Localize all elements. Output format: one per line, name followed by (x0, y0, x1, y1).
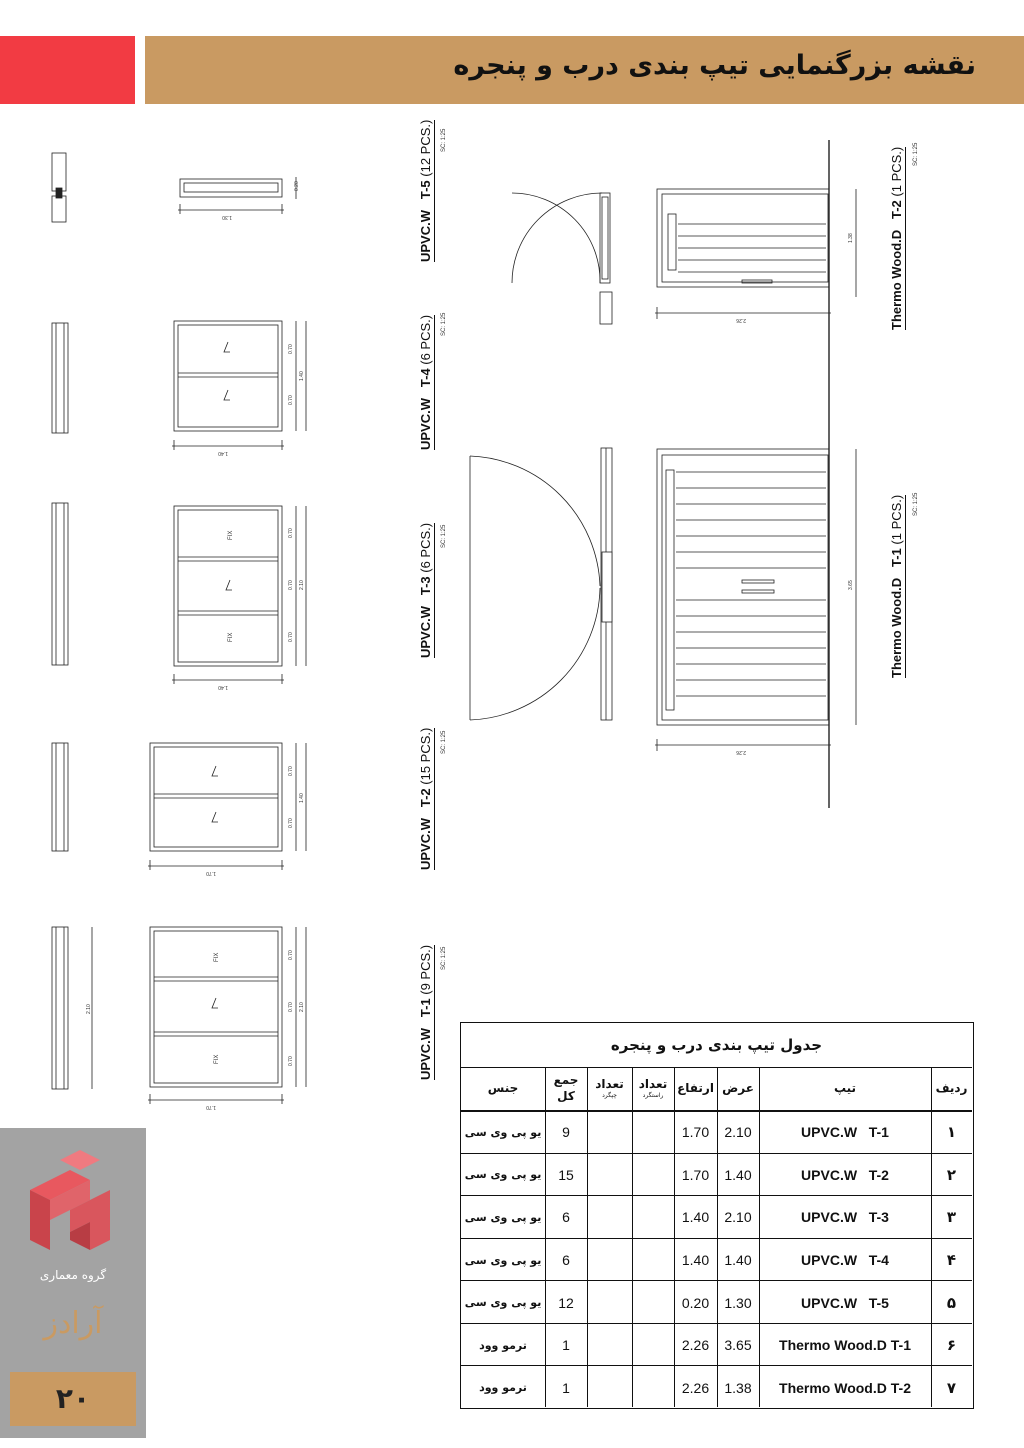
t3-fix-label-top: FIX (228, 530, 234, 540)
t5-width-dim: 1.30 (222, 214, 232, 220)
scale-thermowood-t2: SC: 1:25 (913, 142, 919, 166)
cell-material: ترمو وود (479, 1338, 527, 1352)
cell-row-number: ۳ (946, 1208, 957, 1227)
page-title: نقشه بزرگنمایی تیپ بندی درب و پنجره (453, 50, 976, 81)
t1-pane-dim-2: 0.70 (288, 1002, 294, 1012)
cell-height: 2.26 (681, 1337, 710, 1354)
page-number-box (10, 1372, 136, 1426)
label-thermowood-t1: Thermo Wood.D T-1 (1 PCS.) (889, 494, 904, 678)
t3-width-dim: 1.40 (218, 684, 228, 690)
label-thermowood-t2: Thermo Wood.D T-2 (1 PCS.) (889, 146, 904, 330)
label-upvc-t1: UPVC.W T-1 (9 PCS.) (418, 944, 433, 1080)
tw-t2-width-dim: 2.26 (736, 317, 746, 323)
t2-pane-dim-1: 0.70 (288, 766, 294, 776)
t5-elevation-drawing (178, 177, 296, 214)
cell-material: یو پی وی سی (464, 1168, 542, 1182)
brand-wordmark: آرادز (43, 1306, 103, 1341)
cell-type: Thermo Wood.D T-1 (779, 1337, 911, 1354)
header-count-left: تعداد چپگرد (595, 1076, 624, 1100)
cell-width: 2.10 (724, 1209, 752, 1226)
t1-elevation-drawing (148, 927, 306, 1104)
cell-total: 6 (562, 1252, 570, 1269)
tw-t1-elevation-drawing (655, 449, 856, 751)
label-upvc-t4: UPVC.W T-4 (6 PCS.) (418, 314, 433, 450)
tw-t1-height-dim: 3.65 (848, 580, 854, 590)
cell-count-left (587, 1239, 632, 1282)
cell-material: ترمو وود (479, 1381, 527, 1395)
t1-fix-label-top: FIX (214, 952, 220, 962)
cell-count-right (632, 1154, 674, 1197)
cell-type: Thermo Wood.D T-2 (779, 1379, 911, 1396)
cell-type: UPVC.W T-2 (801, 1166, 889, 1183)
cell-row-number: ۵ (946, 1293, 957, 1312)
t3-elevation-drawing (172, 506, 306, 684)
t2-elevation-drawing (148, 743, 306, 870)
t4-pane-dim-1: 0.70 (288, 344, 294, 354)
t1-pane-dim-3: 0.70 (288, 1056, 294, 1066)
cell-material: یو پی وی سی (464, 1125, 542, 1139)
t2-height-dim: 1.40 (299, 793, 305, 803)
tw-t1-plan-drawing (470, 448, 612, 720)
t2-pane-dim-2: 0.70 (288, 818, 294, 828)
t3-fix-label-bottom: FIX (228, 632, 234, 642)
brand-name: گروه معماری (39, 1268, 107, 1282)
cell-width: 2.10 (724, 1124, 752, 1141)
tw-t2-elevation-drawing (655, 189, 856, 319)
cell-count-left (587, 1367, 632, 1410)
t3-pane-dim-3: 0.70 (288, 632, 294, 642)
door-window-schedule-table (460, 1022, 974, 1409)
cell-row-number: ۲ (946, 1165, 957, 1184)
cell-count-right (632, 1367, 674, 1410)
cell-count-left (587, 1154, 632, 1197)
cell-row-number: ۶ (946, 1336, 957, 1355)
tw-t2-plan-drawing (512, 193, 612, 324)
t5-height-dim: 0.20 (294, 181, 300, 191)
cell-total: 15 (558, 1166, 574, 1183)
t4-section-drawing (52, 323, 68, 433)
t1-section-dim: 2.10 (86, 1004, 92, 1014)
t4-elevation-drawing (172, 321, 306, 450)
cell-height: 2.26 (681, 1379, 710, 1396)
cell-width: 3.65 (724, 1337, 752, 1354)
header-row: ردیف (935, 1080, 968, 1095)
cell-type: UPVC.W T-3 (801, 1209, 889, 1226)
cell-total: 1 (562, 1379, 570, 1396)
cell-material: یو پی وی سی (464, 1296, 542, 1310)
t1-width-dim: 1.70 (206, 1104, 216, 1110)
cell-total: 1 (562, 1337, 570, 1354)
cell-width: 1.40 (724, 1252, 752, 1269)
t4-pane-dim-2: 0.70 (288, 395, 294, 405)
t3-height-dim: 2.10 (299, 580, 305, 590)
cell-count-right (632, 1111, 674, 1154)
table-title: جدول تیپ بندی درب و پنجره (461, 1023, 972, 1068)
cell-material: یو پی وی سی (464, 1253, 542, 1267)
t1-pane-dim-1: 0.70 (288, 950, 294, 960)
cell-count-left (587, 1111, 632, 1154)
cell-type: UPVC.W T-5 (801, 1294, 889, 1311)
header-height: ارتفاع (677, 1080, 714, 1095)
cell-total: 12 (558, 1294, 574, 1311)
t3-pane-dim-1: 0.70 (288, 528, 294, 538)
cell-total: 6 (562, 1209, 570, 1226)
t1-fix-label-bottom: FIX (214, 1054, 220, 1064)
t3-pane-dim-2: 0.70 (288, 580, 294, 590)
cell-width: 1.38 (724, 1379, 752, 1396)
scale-upvc-t3: SC: 1:25 (441, 524, 447, 548)
cell-count-right (632, 1324, 674, 1367)
cell-count-right (632, 1281, 674, 1324)
page-number: ۲۰ (55, 1382, 91, 1415)
label-upvc-t5: UPVC.W T-5 (12 PCS.) (418, 119, 433, 262)
cell-row-number: ۴ (946, 1251, 957, 1270)
cell-type: UPVC.W T-1 (801, 1124, 889, 1141)
cell-count-left (587, 1281, 632, 1324)
cell-height: 1.40 (681, 1252, 710, 1269)
t2-width-dim: 1.70 (206, 870, 216, 876)
cell-height: 1.70 (681, 1124, 710, 1141)
t2-section-drawing (52, 743, 68, 851)
header-width: عرض (722, 1080, 754, 1095)
cell-height: 1.70 (681, 1166, 710, 1183)
cell-count-left (587, 1196, 632, 1239)
t5-section-drawing (52, 153, 66, 222)
t4-height-dim: 1.40 (299, 371, 305, 381)
cell-type: UPVC.W T-4 (801, 1252, 889, 1269)
header-count-right: تعداد راستگرد (638, 1076, 668, 1100)
cell-count-right (632, 1196, 674, 1239)
cell-total: 9 (562, 1124, 570, 1141)
cell-height: 0.20 (681, 1294, 710, 1311)
scale-upvc-t1: SC: 1:25 (441, 946, 447, 970)
scale-upvc-t4: SC: 1:25 (441, 312, 447, 336)
header-total: جمع کل (553, 1072, 579, 1103)
cell-count-left (587, 1324, 632, 1367)
cell-width: 1.40 (724, 1166, 752, 1183)
t4-width-dim: 1.40 (218, 450, 228, 456)
cell-material: یو پی وی سی (464, 1210, 542, 1224)
scale-upvc-t5: SC: 1:25 (441, 128, 447, 152)
header-material: جنس (487, 1080, 519, 1095)
t3-section-drawing (52, 503, 68, 665)
label-upvc-t2: UPVC.W T-2 (15 PCS.) (418, 727, 433, 870)
cell-row-number: ۱ (946, 1123, 957, 1142)
tw-t2-height-dim: 1.38 (848, 233, 854, 243)
t1-height-dim: 2.10 (299, 1002, 305, 1012)
cell-height: 1.40 (681, 1209, 710, 1226)
label-upvc-t3: UPVC.W T-3 (6 PCS.) (418, 522, 433, 658)
cell-row-number: ۷ (946, 1378, 957, 1397)
cell-width: 1.30 (724, 1294, 752, 1311)
header-type: تیپ (833, 1080, 857, 1095)
brand-logo-icon (20, 1150, 120, 1260)
scale-thermowood-t1: SC: 1:25 (913, 492, 919, 516)
tw-t1-width-dim: 2.26 (736, 749, 746, 755)
cell-count-right (632, 1239, 674, 1282)
scale-upvc-t2: SC: 1:25 (441, 730, 447, 754)
